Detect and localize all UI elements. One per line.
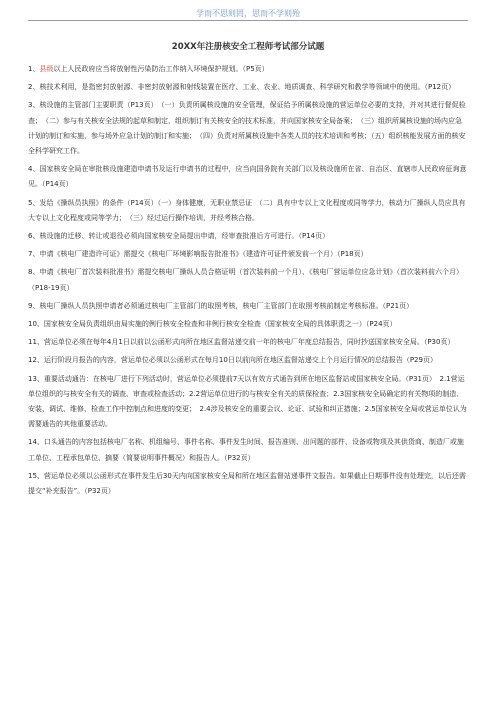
paragraph — [28, 353, 468, 368]
highlighted-text: 县级 — [39, 65, 54, 73]
paragraph-number: 7、 — [28, 250, 40, 259]
paragraph-text: 以上人民政府应当将放射性污染防治工作纳入环境保护规划。（P5页） — [53, 65, 269, 73]
paragraph — [28, 196, 468, 226]
document-title: 20XX年注册核安全工程师考试部分试题 — [171, 42, 325, 52]
paragraph-text: 口头通告的内容包括核电厂名称、机组编号、事件名称、事件发生时间、报告准则、出问题的部件、设备或物项及其供货商、制造厂或施工单位、工程承包单位、摘要（简要说明事件概况）和报告人。（P32页） — [28, 438, 464, 462]
paragraph-text: 核设施的主管部门主要职责（P13页） （一）负责所属核设施的安全管理，保证给予所属核设施的营运单位必要的支持，并对其进行督促检查； （二）参与有关核安全法规的起草和制定，组织制订有关核安全的技术标准，并向国家核安全局备案； （三）组织所属核设施的场内应急计划的制订和实施，参与场外应急计划的制订和实施； （四）负责对所属核设施中各类人员的技术培训和考核；（五）组织核能发展方面的核安全科学研究工作。 — [28, 101, 466, 156]
paragraph-text: 核电厂操纵人员执照申请者必须通过核电厂主管部门的取照考核，核电厂主管部门在取照考核前制定考核标准。（P21页） — [39, 301, 414, 310]
paragraph-number: 4、 — [28, 165, 40, 174]
paragraph-number: 13、 — [28, 374, 44, 383]
paragraph-number: 5、 — [28, 198, 40, 207]
paragraph-number: 12、 — [28, 356, 44, 365]
paragraph — [28, 435, 468, 465]
paragraph-text: 重要活动通告：在核电厂进行下列活动时，营运单位必须提前7天以有效方式通告到所在地区监督站或国家核安全局。（P31页） 2.1营运单位组织的与核安全有关的调查、审查或检查活动；2.2营运单位进行的与核安全有关的质保检查；2.3国家核安全局确定的有关物项的制造、安装、调试、维修、检查工作中控制点和进度的变更； 2.4涉及核安全的重要会议、论证、试验和纠正措施；2.5国家核安全局或营运单位认为需要通告的其他重要活动。 — [28, 374, 467, 429]
paragraph-text: 核技术利用，是指密封放射源、非密封放射源和射线装置在医疗、工业、农业、地质调查、科学研究和教学等领域中的使用。（P12页） — [39, 83, 456, 92]
paragraph-text: 申请《核电厂首次装料批准书》需提交核电厂操纵人员合格证明（首次装料前一个月）、《核电厂营运单位应急计划》（首次装料前六个月）（P18-19页） — [28, 268, 463, 292]
paragraph-number: 10、 — [28, 320, 44, 329]
paragraph — [28, 335, 468, 350]
paragraph-text: 发给《操纵员执照》的条件（P14页）（一）身体健康，无职业禁忌证 （二）具有中专以上文化程度或同等学力，核动力厂操纵人员应具有大专以上文化程度或同等学力； （三）经过运行操作培训，并经考核合格。 — [28, 198, 466, 222]
paragraph-text: 营运单位必须以公函形式在事件发生后30天内向国家核安全局和所在地区监督站递事件文报告。如果截止日期事件没有处理完，以后还需提交“补充报告”。（P32页） — [28, 471, 466, 496]
paragraph — [28, 162, 468, 192]
paragraph-number: 14、 — [28, 438, 44, 447]
paragraph — [28, 317, 468, 332]
paragraph-number: 2、 — [28, 83, 40, 92]
paragraph — [28, 98, 468, 159]
paragraph — [28, 469, 468, 499]
paragraph — [28, 247, 468, 262]
paragraph-number: 15、 — [28, 471, 44, 480]
paragraph-number: 8、 — [28, 268, 40, 277]
paragraph-text: 运行阶段月报告的内容，营运单位必须以公函形式在每月10日以前向所在地区监督站递交上个月运行情况的总结报告（P29页） — [43, 356, 437, 365]
paragraph — [28, 372, 468, 433]
paragraph-text: 国家核安全局负责组织由局实施的例行核安全检查和非例行核安全检查（国家核安全局的具体职责之一）（P24页） — [43, 320, 397, 329]
header-note: 学而不思则罔，思而不学则殆 — [196, 9, 300, 18]
paragraph-number: 9、 — [28, 301, 40, 310]
paragraph-text: 国家核安全局在审批核设施建造申请书及运行申请书的过程中，应当向国务院有关部门以及核设施所在省、自治区、直辖市人民政府征询意见。（P14页） — [28, 165, 467, 189]
paragraph-number: 1、 — [28, 65, 40, 73]
paragraph — [28, 265, 468, 295]
paragraph-number: 6、 — [28, 232, 40, 241]
paragraph-text: 申请《核电厂建造许可证》需提交《核电厂环境影响报告批准书》（建造许可证件颁发前一个月）（P18页） — [39, 250, 368, 259]
header-divider — [28, 20, 468, 21]
paragraph — [28, 229, 468, 244]
paragraph — [28, 62, 468, 77]
paragraph — [28, 80, 468, 95]
paragraph-number: 11、 — [28, 338, 44, 347]
paragraph — [28, 299, 468, 314]
paragraph-text: 营运单位必须在每年4月1日以前以公函形式向所在地区监督站递交前一年的核电厂年度总结报告，同时抄送国家核安全局。（P30页） — [43, 338, 455, 347]
paragraph-number: 3、 — [28, 101, 40, 110]
paragraph-text: 核设施的迁移、转让或退役必须向国家核安全局提出申请，经审查批准后方可进行。（P14页） — [39, 232, 330, 241]
document-body — [28, 62, 468, 502]
